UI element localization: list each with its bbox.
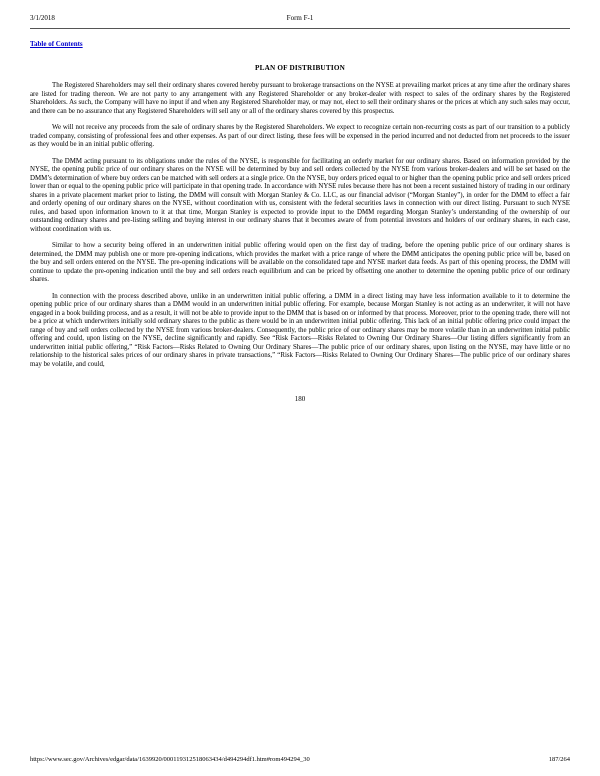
- page-number: 180: [294, 395, 306, 403]
- footer-url: https://www.sec.gov/Archives/edgar/data/1639920/000119312518063434/d494294df1.htm#rom494294_30: [30, 756, 310, 763]
- header-date: 3/1/2018: [30, 14, 55, 22]
- paragraph-5: In connection with the process described above, unlike in an underwritten initial public offering, a DMM in a direct listing may have less information available to it to determine the opening public price of our ordinary shares than a DMM would in an underwritten initial public offering. For example, because Morgan Stanley is not acting as an underwriter, it will not have engaged in a book building process, and as a result, it will not be able to provide input to the DMM that is based on or informed by that process. Moreover, prior to the opening trade, there will not be a price at which underwriters initially sold ordinary shares to the public as there would be in an underwritten initial public offering. This lack of an initial public offering price could impact the range of buy and sell orders collected by the NYSE from various broker-dealers. Consequently, the public price of our ordinary shares may be more volatile than in an underwritten initial public offering and could, upon listing on the NYSE, decline significantly and rapidly. See “Risk Factors—Risks Related to Owning Our Ordinary Shares—Our listing differs significantly from an underwritten initial public offering,” “Risk Factors—Risks Related to Owning Our Ordinary Shares—The public price of our ordinary shares, upon listing on the NYSE, may have little or no relationship to the historical sales prices of our ordinary shares in private transactions,” “Risk Factors—Risks Related to Owning Our Ordinary Shares—The public price of our ordinary shares may be volatile, and could,: [30, 292, 570, 368]
- paragraph-4: Similar to how a security being offered in an underwritten initial public offering would open on the first day of trading, before the opening public price of our ordinary shares is determined, the DMM may publish one or more pre-opening indications, which provides the market with a price range of where the DMM anticipates the opening public price will be, based on the buy and sell orders entered on the NYSE. The pre-opening indications will be available on the consolidated tape and NYSE market data feeds. As part of this opening process, the DMM will continue to update the pre-opening indication until the buy and sell orders reach equilibrium and can be priced by offsetting one another to determine the opening public price of our ordinary shares.: [30, 242, 570, 283]
- header-divider: [30, 28, 570, 29]
- paragraph-1: The Registered Shareholders may sell their ordinary shares covered hereby pursuant to brokerage transactions on the NYSE at prevailing market prices at any time after the ordinary shares are listed for trading thereon. We are not party to any arrangement with any Registered Shareholder or any broker-dealer with respect to sales of the ordinary shares by the Registered Shareholders. As such, the Company will have no input if and when any Registered Shareholder may, or may not, elect to sell their ordinary shares or the prices at which any such sales may occur, and there can be no assurance that any Registered Shareholders will sell any or all of the ordinary shares covered by this prospectus.: [30, 82, 570, 115]
- document-body: [30, 64, 570, 403]
- section-title: PLAN OF DISTRIBUTION: [255, 64, 345, 72]
- paragraph-3: The DMM acting pursuant to its obligations under the rules of the NYSE, is responsible for facilitating an orderly market for our ordinary shares. Based on information provided by the NYSE, the opening public price of our ordinary shares on the NYSE will be determined by buy and sell orders collected by the NYSE from various broker-dealers and will be set based on the DMM’s determination of where buy orders can be matched with sell orders at a single price. On the NYSE, buy orders priced equal to or higher than the opening public price and sell orders priced lower than or equal to the opening public price will participate in that opening trade. In accordance with NYSE rules because there has not been a recent sustained history of trading in our ordinary shares in a private placement market prior to listing, the DMM will consult with Morgan Stanley & Co. LLC, as our financial advisor (“Morgan Stanley”), in order for the DMM to effect a fair and orderly opening of our ordinary shares on the NYSE, without coordination with us, consistent with the federal securities laws in connection with our direct listing. Pursuant to such NYSE rules, and based upon information known to it at that time, Morgan Stanley is expected to provide input to the DMM regarding Morgan Stanley’s understanding of the ownership of our outstanding ordinary shares and pre-listing selling and buying interest in our ordinary shares that it becomes aware of from potential investors and holders of our ordinary shares, in each case, without coordination with us.: [30, 157, 570, 233]
- footer-page-indicator: 187/264: [548, 756, 570, 763]
- paragraph-2: We will not receive any proceeds from the sale of ordinary shares by the Registered Shareholders. We expect to recognize certain non-recurring costs as part of our transition to a publicly traded company, consisting of professional fees and other expenses. As part of our direct listing, these fees will be expensed in the period incurred and not deducted from net proceeds to the issuer as they would be in an initial public offering.: [30, 124, 570, 148]
- page-footer: [30, 756, 570, 764]
- header-form-title: Form F-1: [286, 14, 314, 22]
- table-of-contents-link[interactable]: Table of Contents: [30, 40, 83, 48]
